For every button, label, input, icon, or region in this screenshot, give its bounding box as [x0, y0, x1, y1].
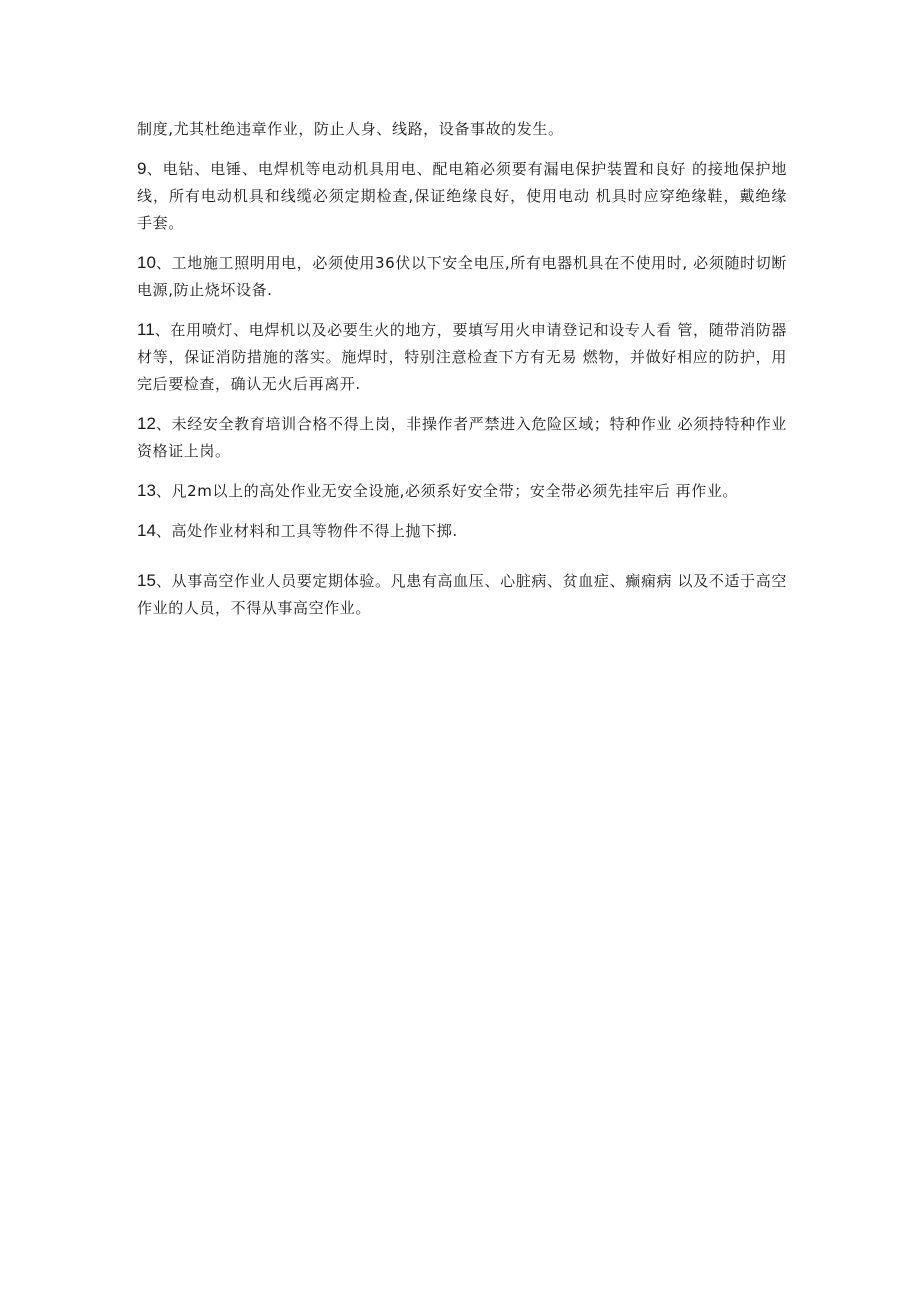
item-number: 14 [137, 521, 156, 540]
item-number: 15 [137, 571, 156, 590]
item-number: 13 [137, 481, 156, 500]
paragraph-item-11 [137, 316, 787, 398]
paragraph-text: 、电钻、电锤、电焊机等电动机具用电、配电箱必须要有漏电保护装置和良好 的接地保护地线，所有电动机具和线缆必须定期检查,保证绝缘良好，使用电动 机具时应穿绝缘鞋，戴绝缘手套。 [137, 160, 787, 232]
paragraph-text: 、在用喷灯、电焊机以及必要生火的地方，要填写用火申请登记和设专人看 管，随带消防器材等，保证消防措施的落实。施焊时，特别注意检查下方有无易 燃物，并做好相应的防护，用完后要检查，确认无火后再离开. [137, 321, 787, 393]
paragraph-text: 制度,尤其杜绝违章作业，防止人身、线路，设备事故的发生。 [137, 120, 564, 138]
paragraph-text: 、工地施工照明用电，必须使用36伏以下安全电压,所有电器机具在不使用时, 必须随时切断电源,防止烧坏设备. [137, 254, 787, 299]
document-body [137, 116, 787, 634]
item-number: 9 [137, 159, 147, 178]
item-number: 10 [137, 253, 156, 272]
item-number: 11 [137, 320, 155, 339]
paragraph-text: 、高处作业材料和工具等物件不得上抛下掷. [155, 522, 458, 540]
item-number: 12 [137, 414, 156, 433]
paragraph-continuation [137, 116, 787, 143]
paragraph-text: 、从事高空作业人员要定期体验。凡患有高血压、心脏病、贫血症、癫痫病 以及不适于高空作业的人员，不得从事高空作业。 [137, 572, 787, 617]
paragraph-item-9 [137, 155, 787, 237]
paragraph-item-14 [137, 517, 787, 545]
paragraph-text: 、凡2m以上的高处作业无安全设施,必须系好安全带；安全带必须先挂牢后 再作业。 [155, 482, 739, 500]
paragraph-item-12 [137, 410, 787, 465]
paragraph-item-13 [137, 477, 787, 505]
paragraph-text: 、未经安全教育培训合格不得上岗，非操作者严禁进入危险区域；特种作业 必须持特种作业资格证上岗。 [137, 415, 787, 460]
paragraph-item-10 [137, 249, 787, 304]
paragraph-item-15 [137, 567, 787, 622]
